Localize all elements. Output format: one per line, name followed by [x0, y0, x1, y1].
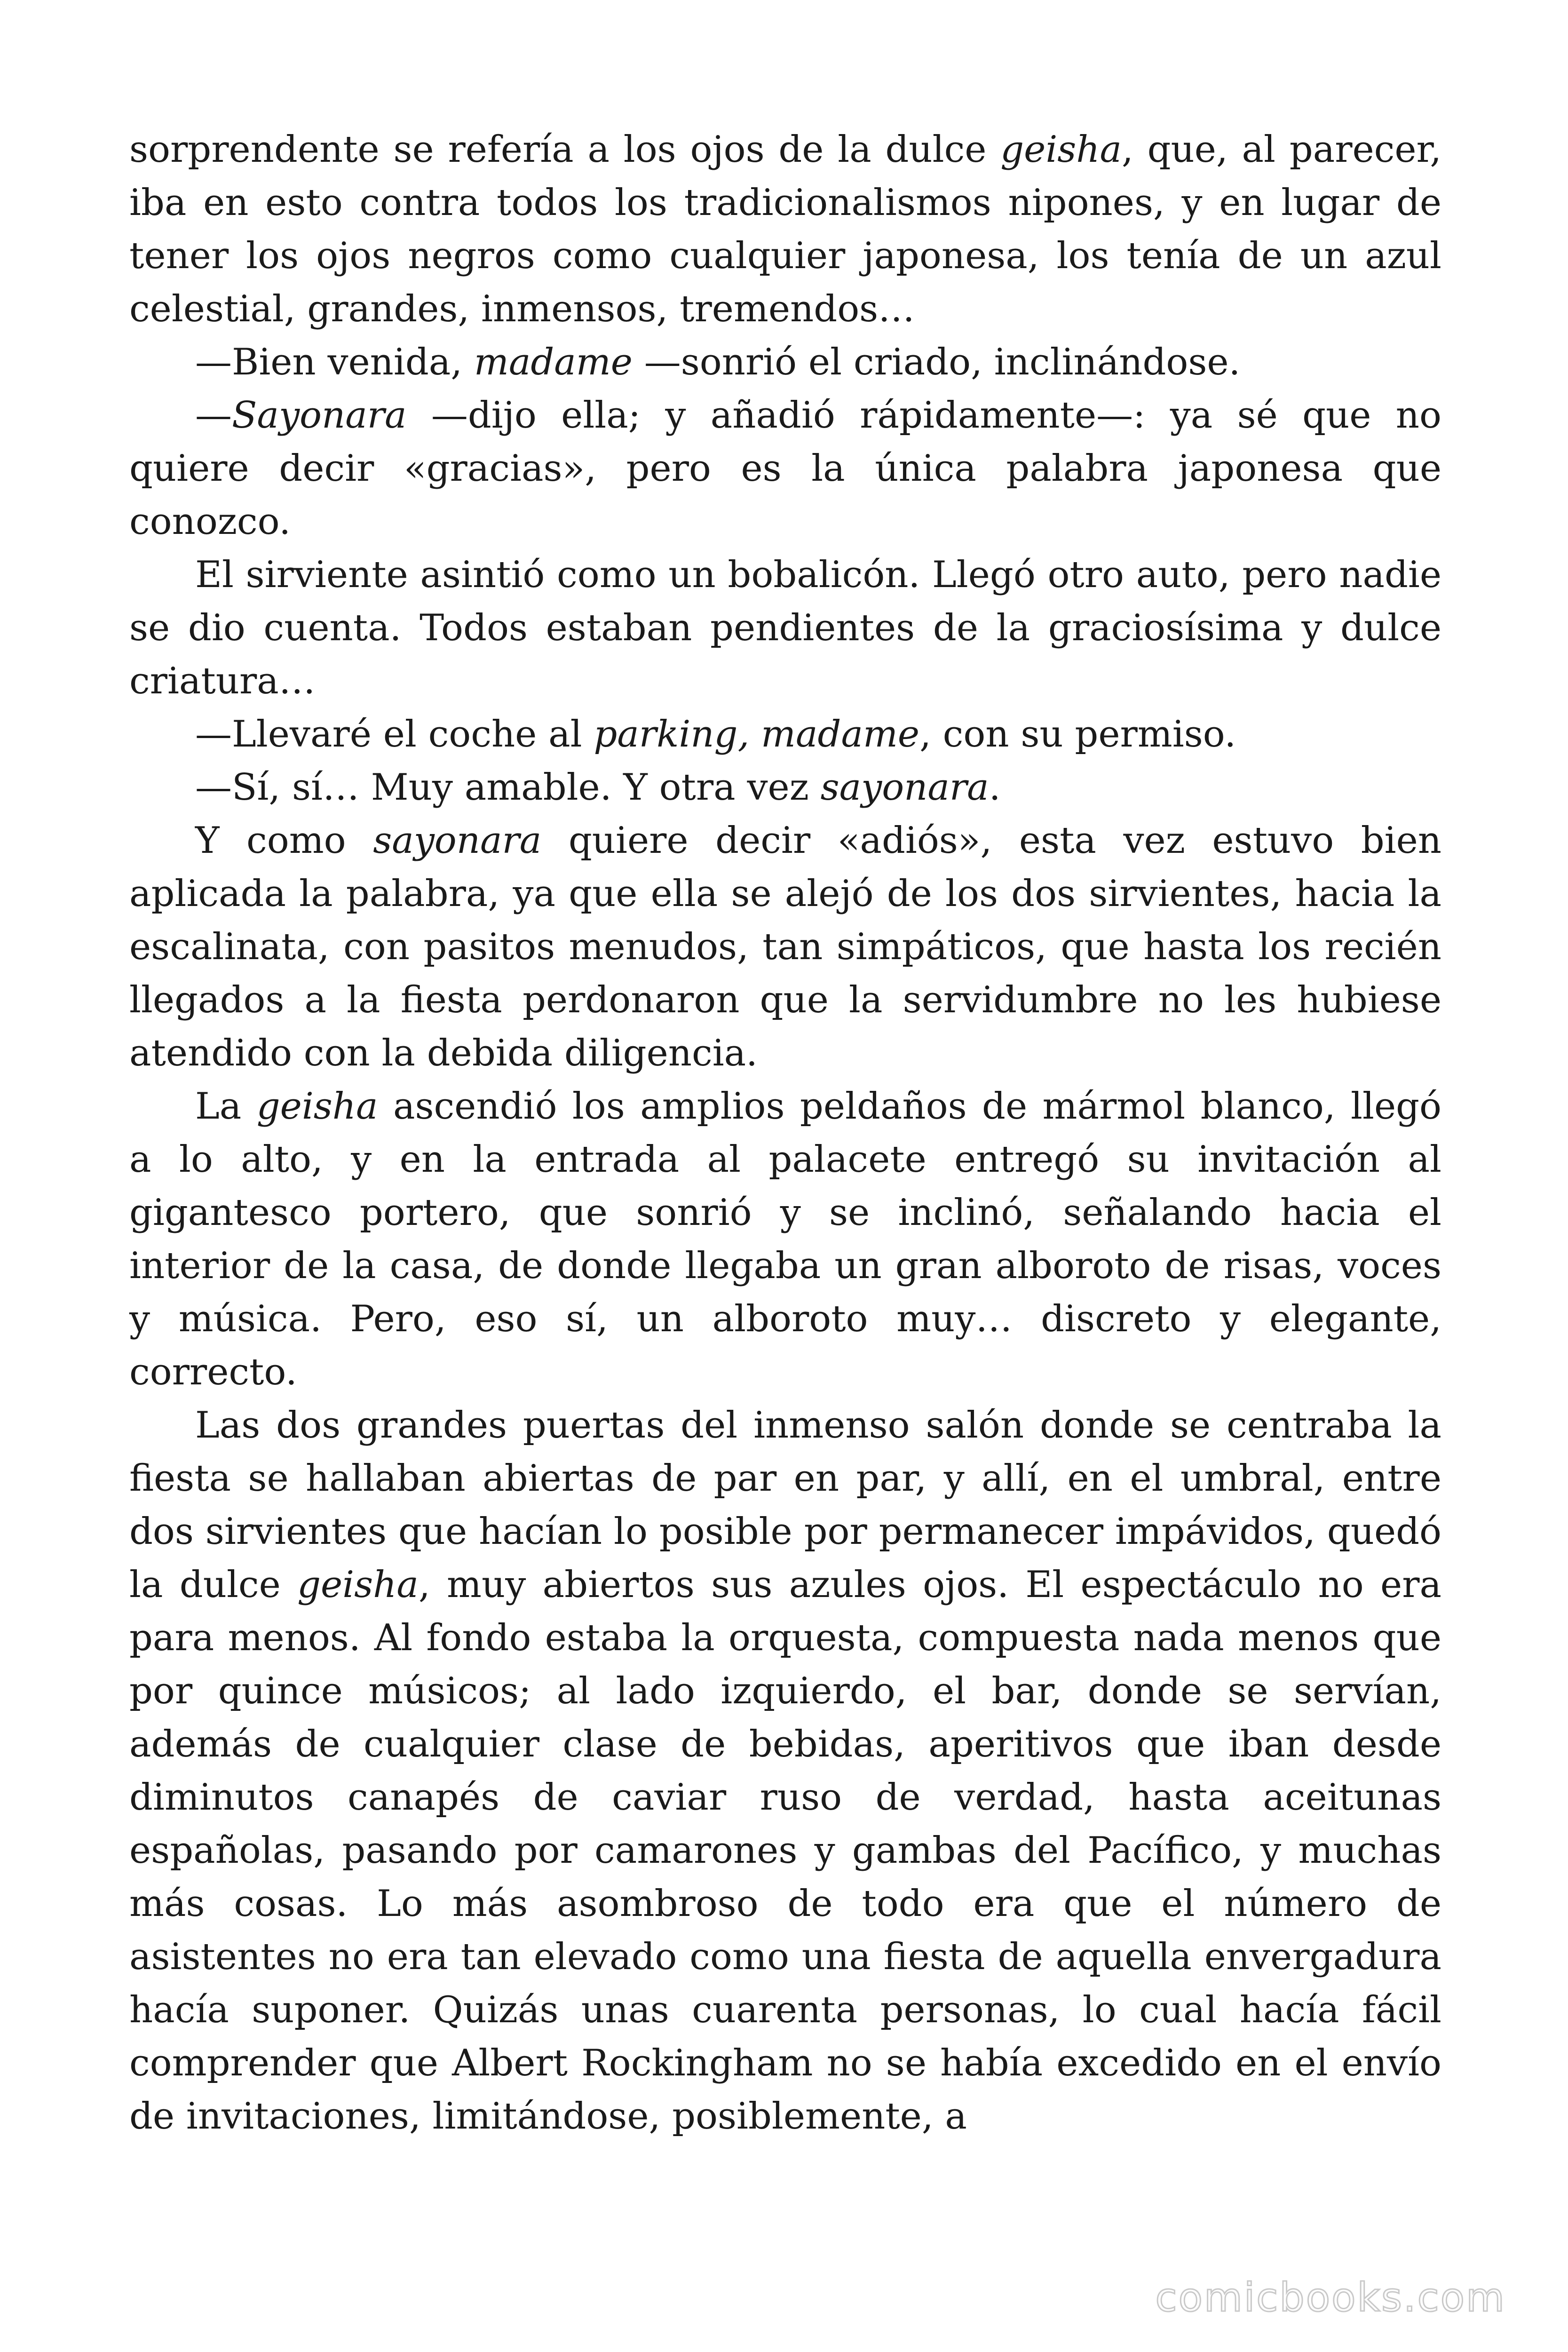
paragraph — [129, 761, 1441, 814]
italic-run: Sayonara — [232, 394, 407, 437]
paragraph — [129, 123, 1441, 336]
text-run: sorprendente se refería a los ojos de la dulce — [129, 128, 1001, 171]
text-run: La — [195, 1085, 257, 1128]
text-run: —dijo ella; y añadió rápidamente—: ya sé que no quiere decir «gracias», pero es la única palabra japonesa que conozco. — [129, 394, 1441, 543]
italic-run: madame — [474, 341, 633, 383]
text-run: , que, al parecer, iba en esto contra todos los tradicionalismos nipones, y en lugar de tener los ojos negros como cualquier japonesa, los tenía de un azul celestial, grandes, inmensos, tremendos… — [129, 128, 1441, 330]
paragraph — [129, 336, 1441, 389]
paragraph — [129, 389, 1441, 548]
body-text — [129, 123, 1441, 2143]
paragraph — [129, 1080, 1441, 1399]
text-run: El sirviente asintió como un bobalicón. Llegó otro auto, pero nadie se dio cuenta. Todos estaban pendientes de la graciosísima y dulce criatura… — [129, 554, 1441, 702]
text-run: quiere decir «adiós», esta vez estuvo bien aplicada la palabra, ya que ella se alejó de los dos sirvientes, hacia la escalinata, con pasitos menudos, tan simpáticos, que hasta los recién llegados a la fiesta perdonaron que la servidumbre no les hubiese atendido con la debida diligencia. — [129, 819, 1442, 1074]
italic-run: geisha — [297, 1564, 419, 1606]
italic-run: geisha — [1000, 128, 1122, 171]
text-run: ascendió los amplios peldaños de mármol blanco, llegó a lo alto, y en la entrada al palacete entregó su invitación al gigantesco portero, que sonrió y se inclinó, señalando hacia el interior de la casa, de donde llegaba un gran alboroto de risas, voces y música. Pero, eso sí, un alboroto muy… discreto y elegante, correcto. — [129, 1085, 1442, 1393]
text-run: — — [195, 394, 232, 437]
text-run: Las dos grandes puertas del inmenso salón donde se centraba la fiesta se hallaban abiertas de par en par, y allí, en el umbral, entre dos sirvientes que hacían lo posible por permanecer impávidos, quedó la dulce — [129, 1404, 1441, 1606]
paragraph — [129, 708, 1441, 761]
text-run: —sonrió el criado, inclinándose. — [632, 341, 1241, 383]
text-run: , con su permiso. — [919, 713, 1236, 755]
italic-run: parking, madame — [594, 713, 920, 755]
text-run: —Bien venida, — [195, 341, 474, 383]
paragraph — [129, 1399, 1441, 2143]
paragraph — [129, 548, 1441, 708]
italic-run: geisha — [256, 1085, 378, 1128]
paragraph — [129, 814, 1441, 1080]
text-run: —Sí, sí… Muy amable. Y otra vez — [195, 766, 821, 809]
text-run: Y como — [195, 819, 373, 862]
watermark: comicbooks.com — [1155, 2274, 1506, 2320]
text-run: —Llevaré el coche al — [195, 713, 594, 755]
text-run: . — [989, 766, 1001, 809]
italic-run: sayonara — [820, 766, 989, 809]
text-run: , muy abiertos sus azules ojos. El espectáculo no era para menos. Al fondo estaba la orquesta, compuesta nada menos que por quince músicos; al lado izquierdo, el bar, donde se servían, además de cualquier clase de bebidas, aperitivos que iban desde diminutos canapés de caviar ruso de verdad, hasta aceitunas españolas, pasando por camarones y gambas del Pacífico, y muchas más cosas. Lo más asombroso de todo era que el número de asistentes no era tan elevado como una fiesta de aquella envergadura hacía suponer. Quizás unas cuarenta personas, lo cual hacía fácil comprender que Albert Rockingham no se había excedido en el envío de invitaciones, limitándose, posiblemente, a — [129, 1564, 1442, 2137]
italic-run: sayonara — [373, 819, 542, 862]
